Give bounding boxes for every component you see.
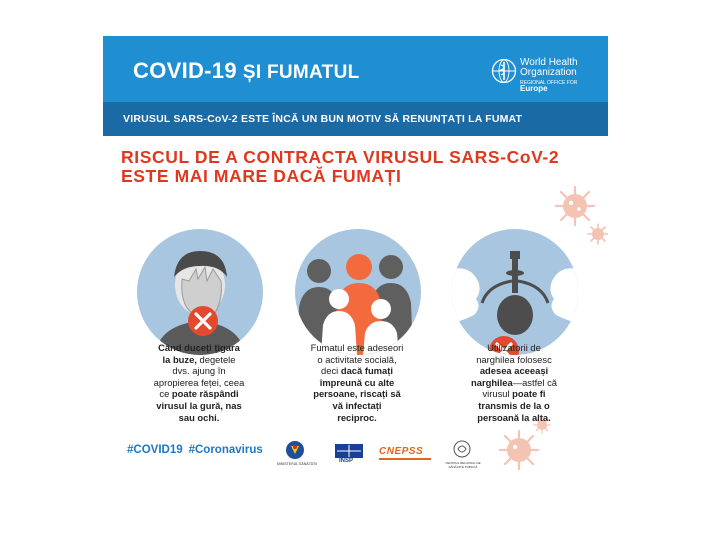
panel1-caption-bold2: poate răspândi virusul la gură, nas sau ochi.: [156, 388, 242, 423]
headline-line1: RISCUL DE A CONTRACTA VIRUSUL SARS-CoV-2: [121, 147, 560, 167]
panel3-caption-text2: —astfel că virusul: [482, 376, 557, 400]
panel2-illustration: [295, 229, 421, 355]
regional-center-label: CENTRUL REGIONAL DE SĂNĂTATE PUBLICĂ: [445, 461, 481, 469]
who-name: [520, 58, 578, 93]
cnepss-label: CNEPSS: [379, 446, 424, 457]
group-people-icon: [295, 229, 421, 355]
ministry-logo: [275, 440, 318, 470]
panel2-caption-text: Fumatul este adeseori o activitate socială, deci: [310, 342, 404, 377]
ministry-label: MINISTERUL SĂNĂTĂȚII: [277, 462, 318, 466]
who-region-prefix: REGIONAL OFFICE FOR: [520, 80, 578, 86]
title-bar: [103, 36, 608, 102]
who-emblem-icon: [491, 58, 517, 84]
cnepss-logo: [379, 446, 433, 466]
title-part1: COVID-19: [133, 58, 237, 83]
face-touch-icon: [137, 229, 263, 355]
who-region-name: Europe: [520, 84, 548, 93]
virus-decoration-small-icon: [587, 223, 608, 245]
cnepss-underline: [379, 458, 431, 460]
panel3-illustration: [452, 229, 578, 355]
virus-decoration-icon: [553, 184, 597, 228]
regional-center-icon: [453, 440, 471, 458]
panel3-caption-text1: Utilizatorii de narghilea folosesc: [476, 342, 552, 365]
regional-center-logo: [443, 440, 483, 470]
hashtag-covid19: #COVID19: [127, 444, 183, 456]
who-line2: Organization: [520, 67, 577, 78]
ministry-crest-icon: [285, 440, 305, 460]
insp-label: INSP: [339, 458, 354, 464]
who-logo-block: [491, 58, 606, 98]
subheader-text: VIRUSUL SARS-CoV-2 ESTE ÎNCĂ UN BUN MOTIV SĂ RENUNȚAȚI LA FUMAT: [123, 113, 523, 125]
subheader-bar: [103, 102, 608, 136]
poster: [103, 36, 608, 483]
panel2-caption-bold: dacă fumați împreună cu alte persoane, riscați să vă infectați reciproc.: [313, 365, 401, 423]
headline-line2: ESTE MAI MARE DACĂ FUMAȚI: [121, 166, 402, 186]
panel3-caption-bold2: poate fi transmis de la o persoană la alta.: [477, 388, 551, 423]
headline: [121, 148, 559, 186]
panel1-caption-bold1: Când duceți țigara la buze,: [158, 342, 240, 365]
hashtags: [127, 444, 269, 456]
panel3-caption-bold1: adesea aceeași narghilea: [471, 365, 549, 388]
who-line1: World Health: [520, 57, 578, 68]
panel2-caption: [293, 342, 421, 423]
who-region: [520, 80, 578, 93]
page-title: [133, 58, 360, 84]
panel1-illustration: [137, 229, 263, 355]
hookah-icon: [452, 229, 578, 355]
hashtag-coronavirus: #Coronavirus: [188, 444, 263, 456]
virus-decoration-bottom-icon: [497, 428, 541, 472]
panel1-caption-text: degetele dvs. ajung în apropierea feței, ceea ce: [153, 353, 245, 400]
panel3-caption: [450, 342, 578, 423]
title-part2: ȘI FUMATUL: [242, 62, 360, 83]
panel1-caption: [135, 342, 263, 423]
insp-logo: [333, 444, 365, 466]
